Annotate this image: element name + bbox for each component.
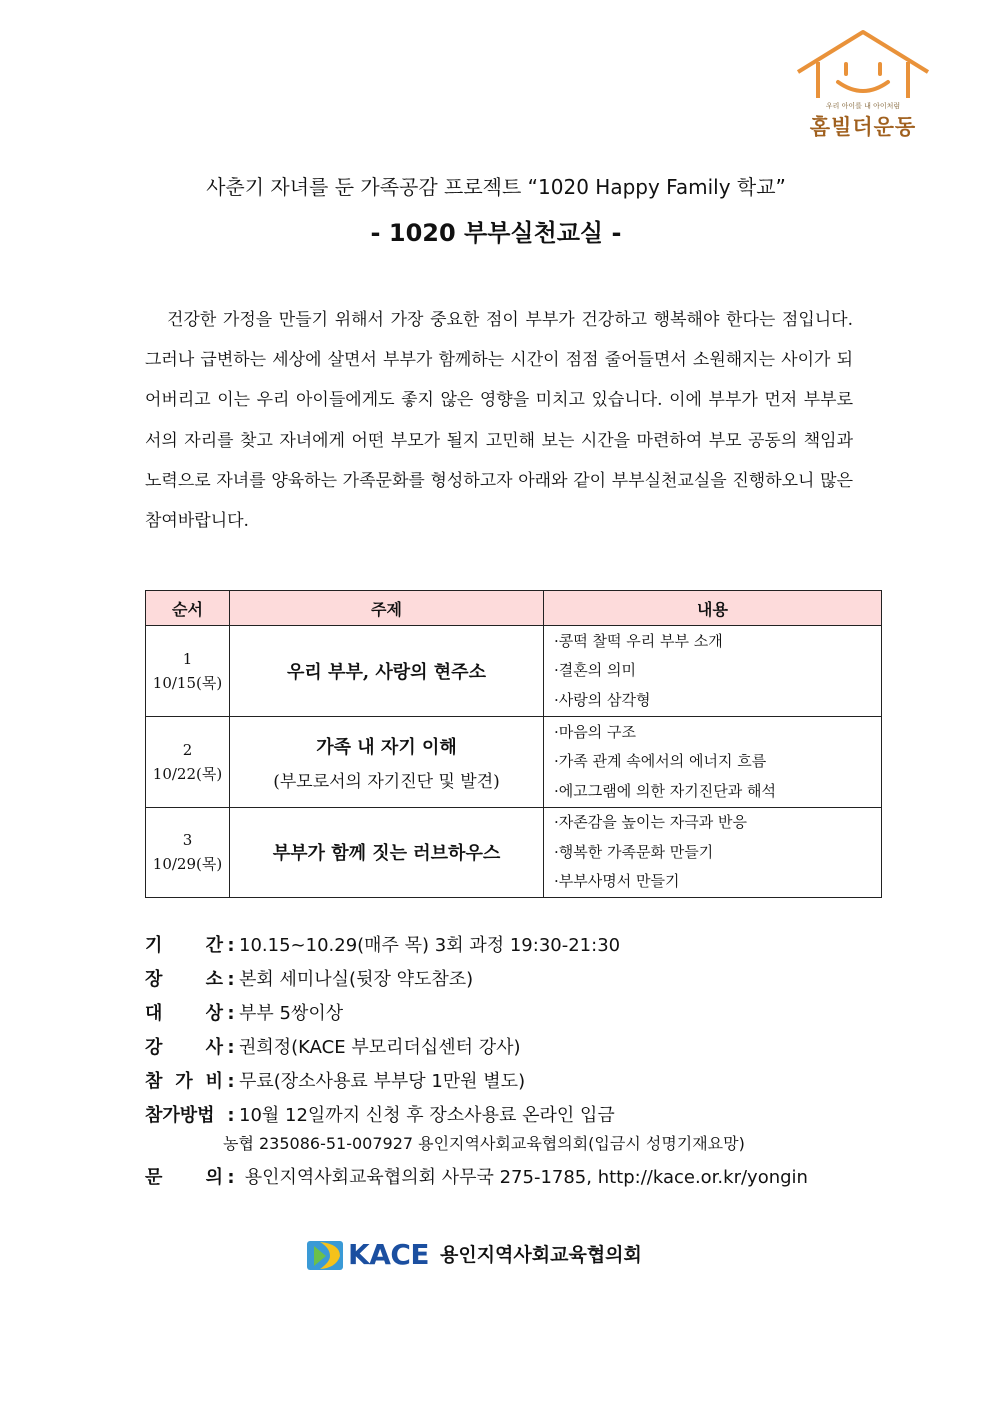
session-topic-title: 부부가 함께 짓는 러브하우스 xyxy=(272,843,501,865)
info-fee: 참 가 비 : 무료(장소사용료 부부당 1만원 별도) xyxy=(145,1065,905,1099)
info-value: 10월 12일까지 신청 후 장소사용료 온라인 입금 xyxy=(239,1105,615,1126)
content-item: ·부부사명서 만들기 xyxy=(554,872,680,890)
info-value: 무료(장소사용료 부부당 1만원 별도) xyxy=(239,1071,526,1092)
session-date: 10/29(목) xyxy=(152,855,223,874)
content-item: ·에고그램에 의한 자기진단과 해석 xyxy=(554,781,776,800)
session-topic xyxy=(230,808,544,898)
page-title: - 1020 부부실천교실 - xyxy=(370,219,622,247)
table-header-row xyxy=(146,591,882,626)
table-row xyxy=(146,626,882,717)
organization-name: 용인지역사회교육협의회 xyxy=(440,1244,642,1266)
info-value: 본회 세미나실(뒷장 약도참조) xyxy=(239,969,474,990)
project-subtitle: 사춘기 자녀를 둔 가족공감 프로젝트 “1020 Happy Family 학교” xyxy=(206,175,786,199)
session-topic xyxy=(230,717,544,808)
program-info xyxy=(145,929,905,1195)
info-label: 대 상 xyxy=(145,1003,223,1024)
info-label: 기 간 xyxy=(145,935,223,956)
content-item: ·콩떡 찰떡 우리 부부 소개 xyxy=(554,631,723,650)
session-date: 10/22(목) xyxy=(152,765,223,783)
info-inquiry: 문 의 : 용인지역사회교육협의회 사무국 275-1785, http://kace.or.kr/yongin xyxy=(145,1161,905,1195)
session-order xyxy=(146,626,230,717)
col-header-order: 순서 xyxy=(146,591,230,626)
intro-text: 건강한 가정을 만들기 위해서 가장 중요한 점이 부부가 건강하고 행복해야 한다는 점입니다. 그러나 급변하는 세상에 살면서 부부가 함께하는 시간이 점점 줄어들면서 소원해지는 사이가 되어버리고 이는 우리 아이들에게도 좋지 않은 영향을 미치고 있습니다. 이에 부부가 먼저 부부로서의 자리를 찾고 자녀에게 어떤 부모가 될지 고민해 보는 시간을 마련하여 부모 공동의 책임과 노력으로 자녀를 양육하는 가족문화를 형성하고자 아래와 같이 부부실천교실을 진행하오니 많은 참여바랍니다. xyxy=(145,310,853,532)
schedule-table xyxy=(145,590,882,898)
content-item: ·결혼의 의미 xyxy=(554,661,636,680)
info-period: 기 간 : 10.15~10.29(매주 목) 3회 과정 19:30-21:30 xyxy=(145,929,905,963)
session-topic xyxy=(230,626,544,717)
content-item: ·가족 관계 속에서의 에너지 흐름 xyxy=(554,752,767,771)
col-header-topic: 주제 xyxy=(230,591,544,626)
session-number: 1 xyxy=(182,650,193,668)
info-label: 장 소 xyxy=(145,969,223,990)
session-topic-title: 우리 부부, 사랑의 현주소 xyxy=(287,662,486,683)
info-venue: 장 소 : 본회 세미나실(뒷장 약도참조) xyxy=(145,963,905,997)
logo-tagline: 우리 아이를 내 아이처럼 xyxy=(825,102,901,110)
kace-brand: KACE xyxy=(348,1238,430,1271)
info-value: 부부 5쌍이상 xyxy=(239,1003,344,1024)
logo-name: 홈빌더운동 xyxy=(809,115,917,139)
content-item: ·자존감을 높이는 자극과 반응 xyxy=(554,813,747,831)
bank-account: 농협 235086-51-007927 용인지역사회교육협의회(입금시 성명기재요망) xyxy=(223,1134,745,1153)
info-label: 참 가 비 xyxy=(145,1071,223,1092)
session-topic-title: 가족 내 자기 이해 xyxy=(316,736,457,758)
session-topic-subtitle: (부모로서의 자기진단 및 발견) xyxy=(273,771,500,792)
house-smile-icon xyxy=(792,28,934,108)
content-item: ·마음의 구조 xyxy=(554,722,636,741)
session-content xyxy=(544,808,882,898)
info-label: 참가방법 xyxy=(145,1105,215,1126)
intro-paragraph xyxy=(145,300,853,541)
table-row xyxy=(146,717,882,808)
info-value: 용인지역사회교육협의회 사무국 275-1785, http://kace.or.kr/yongin xyxy=(239,1167,808,1188)
content-item: ·행복한 가족문화 만들기 xyxy=(554,842,714,861)
info-target: 대 상 : 부부 5쌍이상 xyxy=(145,997,905,1031)
info-value: 10.15~10.29(매주 목) 3회 과정 19:30-21:30 xyxy=(239,935,621,956)
session-content xyxy=(544,626,882,717)
session-number: 2 xyxy=(182,741,193,759)
session-number: 3 xyxy=(182,831,193,850)
info-method: 참가방법 : 10월 12일까지 신청 후 장소사용료 온라인 입금 xyxy=(145,1099,905,1133)
info-lecturer: 강 사 : 권희정(KACE 부모리더십센터 강사) xyxy=(145,1031,905,1065)
col-header-content: 내용 xyxy=(544,591,882,626)
session-content xyxy=(544,717,882,808)
session-order xyxy=(146,717,230,808)
session-date: 10/15(목) xyxy=(152,674,223,692)
table-row xyxy=(146,808,882,898)
content-item: ·사랑의 삼각형 xyxy=(554,690,651,709)
info-value: 권희정(KACE 부모리더십센터 강사) xyxy=(239,1037,521,1058)
session-order xyxy=(146,808,230,898)
info-label: 문 의 xyxy=(145,1167,223,1188)
kace-emblem-icon xyxy=(306,1238,346,1272)
info-label: 강 사 xyxy=(145,1037,223,1058)
homebuilder-logo xyxy=(792,28,934,139)
